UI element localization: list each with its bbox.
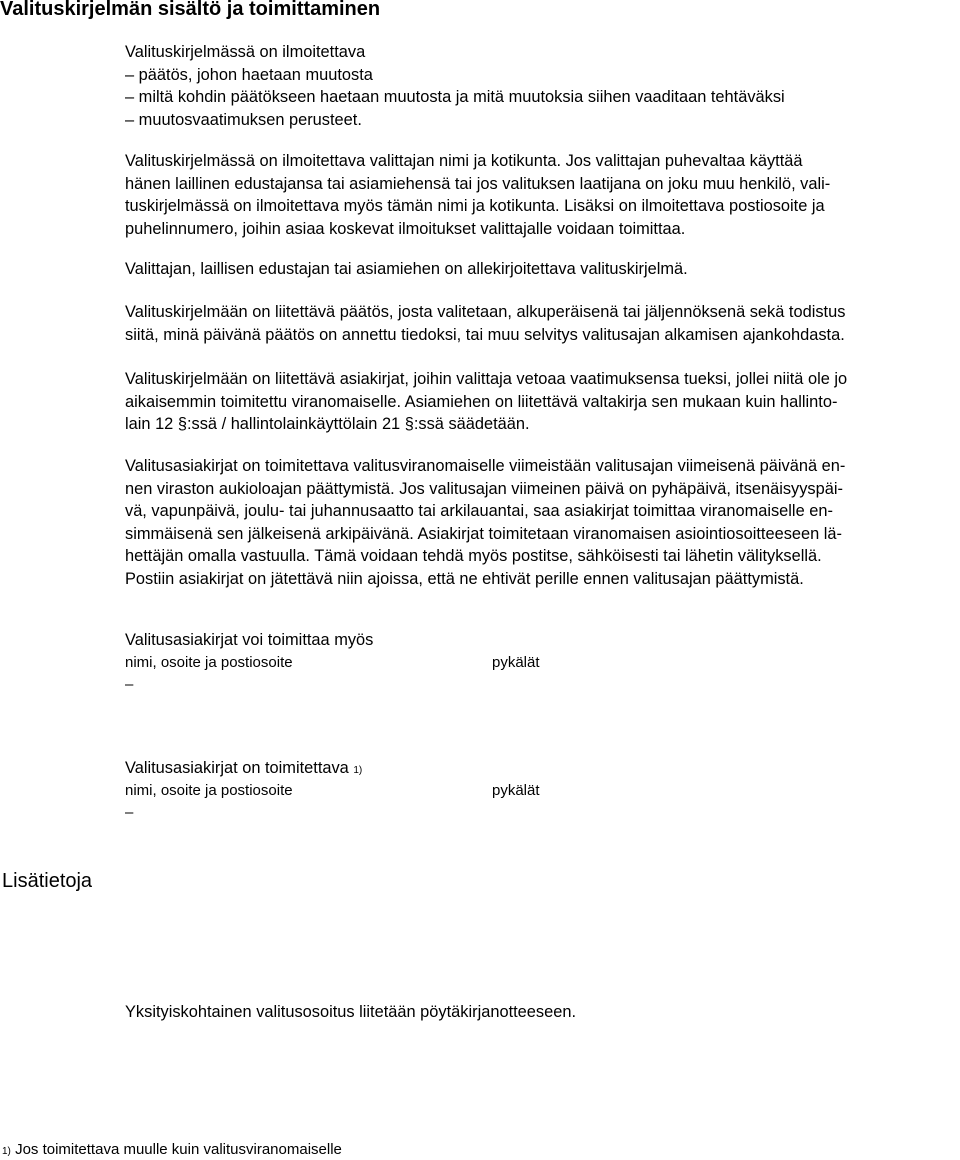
list-item: – muutosvaatimuksen perusteet.: [125, 110, 362, 129]
footnote-mark: 1): [2, 1146, 11, 1157]
footnote: [2, 1141, 342, 1158]
paragraph-line: Valituskirjelmään on liitettävä päätös, josta valitetaan, alkuperäisenä tai jäljennöksenä sekä todistus: [125, 303, 846, 321]
placeholder-dash: –: [125, 676, 134, 693]
paragraph-line: puhelinnumero, joihin asiaa koskevat ilmoitukset valittajalle voidaan toimittaa.: [125, 219, 686, 238]
section-heading-text: Valitusasiakirjat on toimitettava: [125, 759, 349, 777]
paragraph-line: hänen laillinen edustajansa tai asiamiehensä tai jos valituksen laatijana on joku muu henkilö, vali-: [125, 174, 831, 193]
section-heading-myos: Valitusasiakirjat voi toimittaa myös: [125, 631, 374, 649]
paragraph-line: lain 12 §:ssä / hallintolainkäyttölain 21 §:ssä säädetään.: [125, 415, 530, 433]
section-heading-lisatietoja: Lisätietoja: [2, 870, 93, 892]
paragraph-line: tuskirjelmässä on ilmoitettava myös tämän nimi ja kotikunta. Lisäksi on ilmoitettava postiosoite ja: [125, 197, 825, 215]
paragraph-line: Valittajan, laillisen edustajan tai asiamiehen on allekirjoitettava valituskirjelmä.: [125, 260, 688, 278]
paragraph-line: Valitusasiakirjat on toimitettava valitusviranomaiselle viimeistään valitusajan viimeisenä päivänä en-: [125, 457, 846, 475]
page-title: Valituskirjelmän sisältö ja toimittaminen: [0, 0, 381, 20]
paragraph-liitettava-paatos: [125, 301, 845, 346]
paragraph-line: Postiin asiakirjat on jätettävä niin ajoissa, että ne ehtivät perille ennen valitusajan päättymistä.: [125, 569, 804, 588]
paragraph-line: vä, vapunpäivä, joulu- tai juhannusaatto tai arkilauantai, saa asiakirjat toimittaa viranomaiselle en-: [125, 502, 833, 520]
paragraph-line: Valituskirjelmässä on ilmoitettava valittajan nimi ja kotikunta. Jos valittajan puhevaltaa käyttää: [125, 152, 803, 170]
paragraph-line: siitä, minä päivänä päätös on annettu tiedoksi, tai muu selvitys valitusajan alkamisen ajankohdasta.: [125, 325, 845, 344]
paragraph-line: simmäisenä sen jälkeisenä arkipäivänä. Asiakirjat toimitetaan viranomaisen asiointiosoitteeseen lä-: [125, 524, 843, 543]
paragraph-allekirjoitus: [125, 258, 688, 281]
column-label-address: nimi, osoite ja postiosoite: [125, 782, 293, 799]
column-label-sections: pykälät: [492, 654, 540, 671]
list-item: – miltä kohdin päätökseen haetaan muutosta ja mitä muutoksia siihen vaaditaan tehtäväksi: [125, 88, 785, 106]
list-item: – päätös, johon haetaan muutosta: [125, 65, 373, 84]
paragraph-line: nen viraston aukioloajan päättymistä. Jos valitusajan viimeinen päivä on pyhäpäivä, itsenäisyyspäi-: [125, 479, 843, 498]
lisatietoja-text: Yksityiskohtainen valitusosoitus liitetään pöytäkirjanotteeseen.: [125, 1003, 576, 1021]
list-intro: Valituskirjelmässä on ilmoitettava: [125, 43, 366, 61]
paragraph-line: hettäjän omalla vastuulla. Tämä voidaan tehdä myös postitse, sähköisesti tai lähetin välityksellä.: [125, 547, 822, 565]
paragraph-toimittaminen: [125, 455, 845, 590]
paragraph-line: Valituskirjelmään on liitettävä asiakirjat, joihin valittaja vetoaa vaatimuksensa tueksi, jollei niitä ole jo: [125, 370, 848, 388]
column-label-sections: pykälät: [492, 782, 540, 799]
footnote-text: Jos toimitettava muulle kuin valitusviranomaiselle: [15, 1141, 342, 1158]
placeholder-dash: –: [125, 804, 134, 821]
footnote-reference: 1): [353, 765, 363, 776]
paragraph-liitettavat-asiakirjat: [125, 368, 847, 436]
section-heading-toimitettava: [125, 759, 362, 778]
column-label-address: nimi, osoite ja postiosoite: [125, 654, 293, 671]
paragraph-line: aikaisemmin toimitettu viranomaiselle. Asiamiehen on liitettävä valtakirja sen mukaan kuin hallinto-: [125, 392, 838, 411]
paragraph-valittajan-tiedot: [125, 150, 830, 240]
requirements-list: [125, 41, 785, 131]
